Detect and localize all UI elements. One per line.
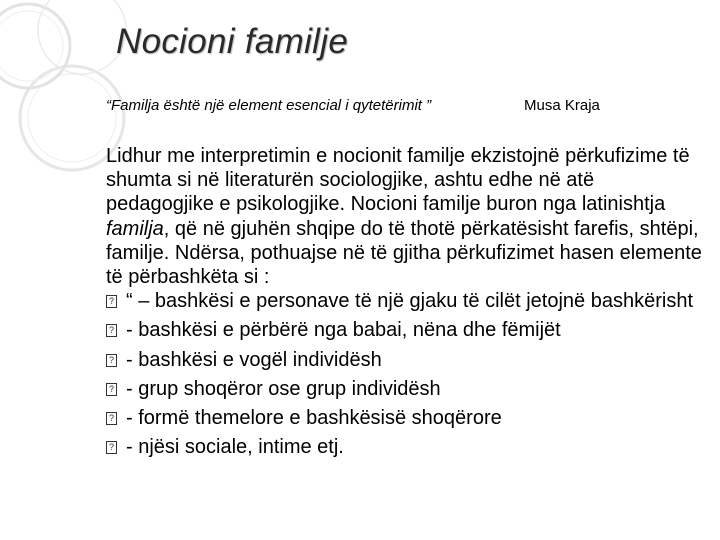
quote-text: “Familja është një element esencial i qytetërimit ” [106,97,432,114]
bullet-item [106,377,706,401]
bullet-item [106,348,706,372]
body-text [106,144,706,459]
bullet-item [106,318,706,342]
missing-glyph-box-icon: ? [106,354,117,367]
body-paragraph [106,144,706,289]
bullet-item [106,435,706,459]
quote-author: Musa Kraja [524,97,600,114]
missing-glyph-box-icon: ? [106,383,117,396]
missing-glyph-box-icon: ? [106,412,117,425]
bullet-text: “ – bashkësi e personave të një gjaku të cilët jetojnë bashkërisht [126,290,694,313]
bullet-text: - formë themelore e bashkësisë shoqërore [126,407,502,430]
bullet-text: - grup shoqëror ose grup individësh [126,377,441,400]
paragraph-text-after: , që në gjuhën shqipe do të thotë përkatësisht farefis, shtëpi, familje. Ndërsa, pothuajse në të gjitha përkufizimet hasen elemente të përbashkëta si : [106,217,702,289]
bullet-text: - bashkësi e përbërë nga babai, nëna dhe fëmijët [126,319,561,342]
bullet-text: - bashkësi e vogël individësh [126,348,382,371]
missing-glyph-box-icon: ? [106,441,117,454]
paragraph-text-before: Lidhur me interpretimin e nocionit familje ekzistojnë përkufizime të shumta si në literaturën sociologjike, ashtu edhe në atë pedagogjike e psikologjike. Nocioni familje buron nga latinishtja [106,145,690,216]
missing-glyph-box-icon: ? [106,295,117,308]
bullet-text: - njësi sociale, intime etj. [126,436,344,459]
slide-title: Nocioni familje [116,22,349,61]
bullet-item [106,289,706,313]
bullet-list [106,289,706,459]
bullet-item [106,406,706,430]
paragraph-emphasis: familja [106,217,164,240]
missing-glyph-box-icon: ? [106,324,117,337]
